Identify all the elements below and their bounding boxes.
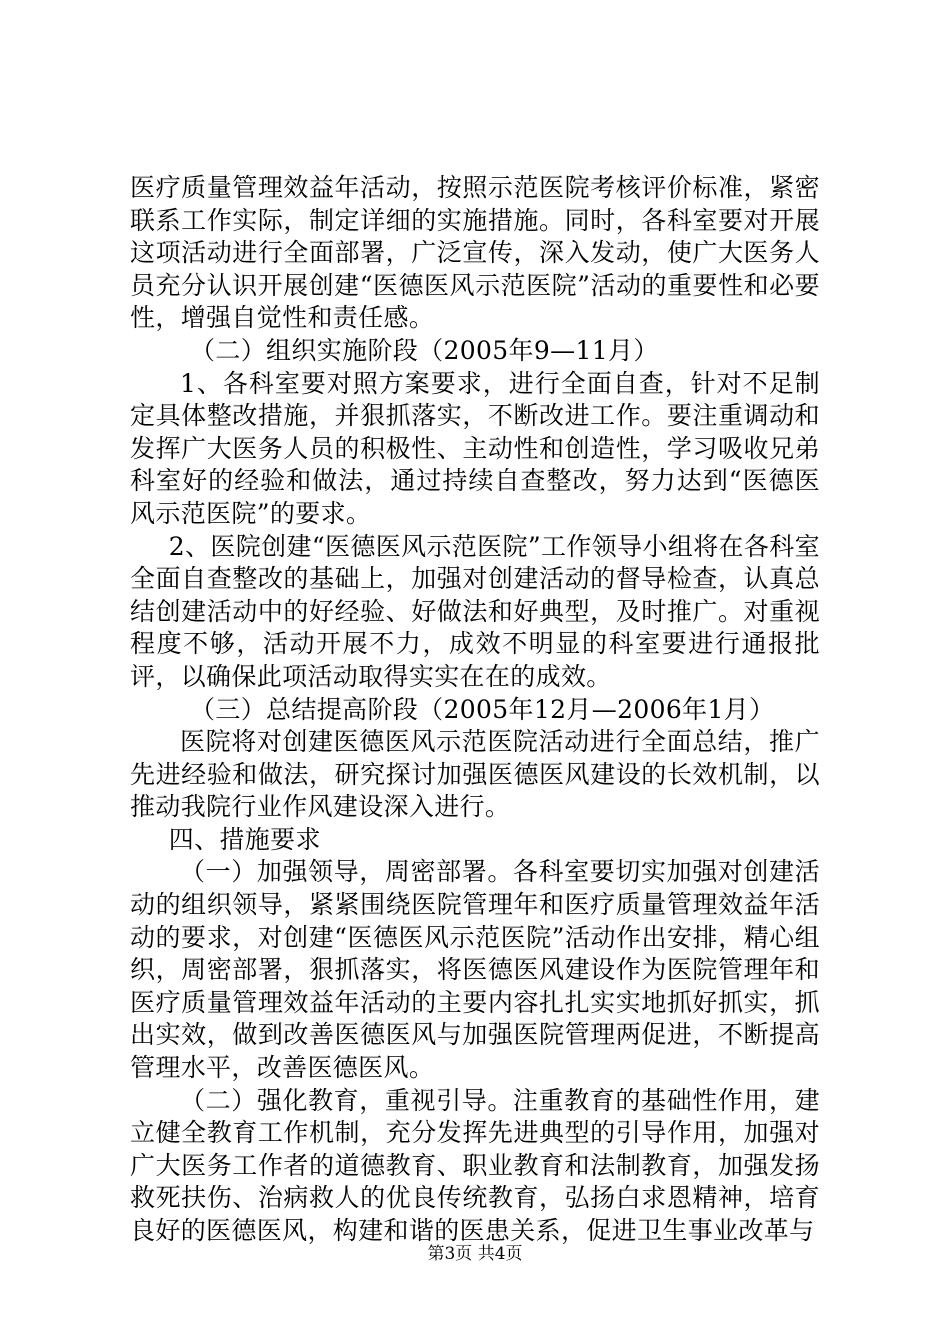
paragraph-item-1: 1、各科室要对照方案要求，进行全面自查，针对不足制定具体整改措施，并狠抓落实，不断改进工作。要注重调动和发挥广大医务人员的积极性、主动性和创造性，学习吸收兄弟科室好的经验和做法，通过持续自查整改，努力达到“医德医风示范医院”的要求。: [130, 368, 820, 528]
paragraph-summary: 医院将对创建医德医风示范医院活动进行全面总结，推广先进经验和做法，研究探讨加强医德医风建设的长效机制，以推动我院行业作风建设深入进行。: [130, 727, 820, 822]
section-heading-measures: 四、措施要求: [168, 824, 321, 854]
document-body: [130, 172, 820, 1248]
section-heading-summary: （三）总结提高阶段（2005年12月—2006年1月）: [190, 694, 775, 724]
paragraph-continuation: 医疗质量管理效益年活动，按照示范医院考核评价标准，紧密联系工作实际，制定详细的实施措施。同时，各科室要对开展这项活动进行全面部署，广泛宣传，深入发动，使广大医务人员充分认识开展创建“医德医风示范医院”活动的重要性和必要性，增强自觉性和责任感。: [130, 173, 820, 333]
section-heading-implementation: （二）组织实施阶段（2005年9—11月）: [190, 335, 659, 365]
paragraph-item-2: 2、医院创建“医德医风示范医院”工作领导小组将在各科室全面自查整改的基础上，加强对创建活动的督导检查，认真总结创建活动中的好经验、好做法和好典型，及时推广。对重视程度不够，活动开展不力，成效不明显的科室要进行通报批评，以确保此项活动取得实实在在的成效。: [130, 531, 820, 691]
paragraph-measure-2: （二）强化教育，重视引导。注重教育的基础性作用，建立健全教育工作机制，充分发挥先进典型的引导作用，加强对广大医务工作者的道德教育、职业教育和法制教育，加强发扬救死扶伤、治病救人的优良传统教育，弘扬白求恩精神，培育良好的医德医风，构建和谐的医患关系，促进卫生事业改革与: [130, 1085, 820, 1245]
page-number-footer: 第3页 共4页: [427, 1244, 523, 1264]
paragraph-measure-1: （一）加强领导，周密部署。各科室要切实加强对创建活动的组织领导，紧紧围绕医院管理年和医疗质量管理效益年活动的要求，对创建“医德医风示范医院”活动作出安排，精心组织，周密部署，狠抓落实，将医德医风建设作为医院管理年和医疗质量管理效益年活动的主要内容扎扎实实地抓好抓实，抓出实效，做到改善医德医风与加强医院管理两促进，不断提高管理水平，改善医德医风。: [130, 857, 820, 1083]
